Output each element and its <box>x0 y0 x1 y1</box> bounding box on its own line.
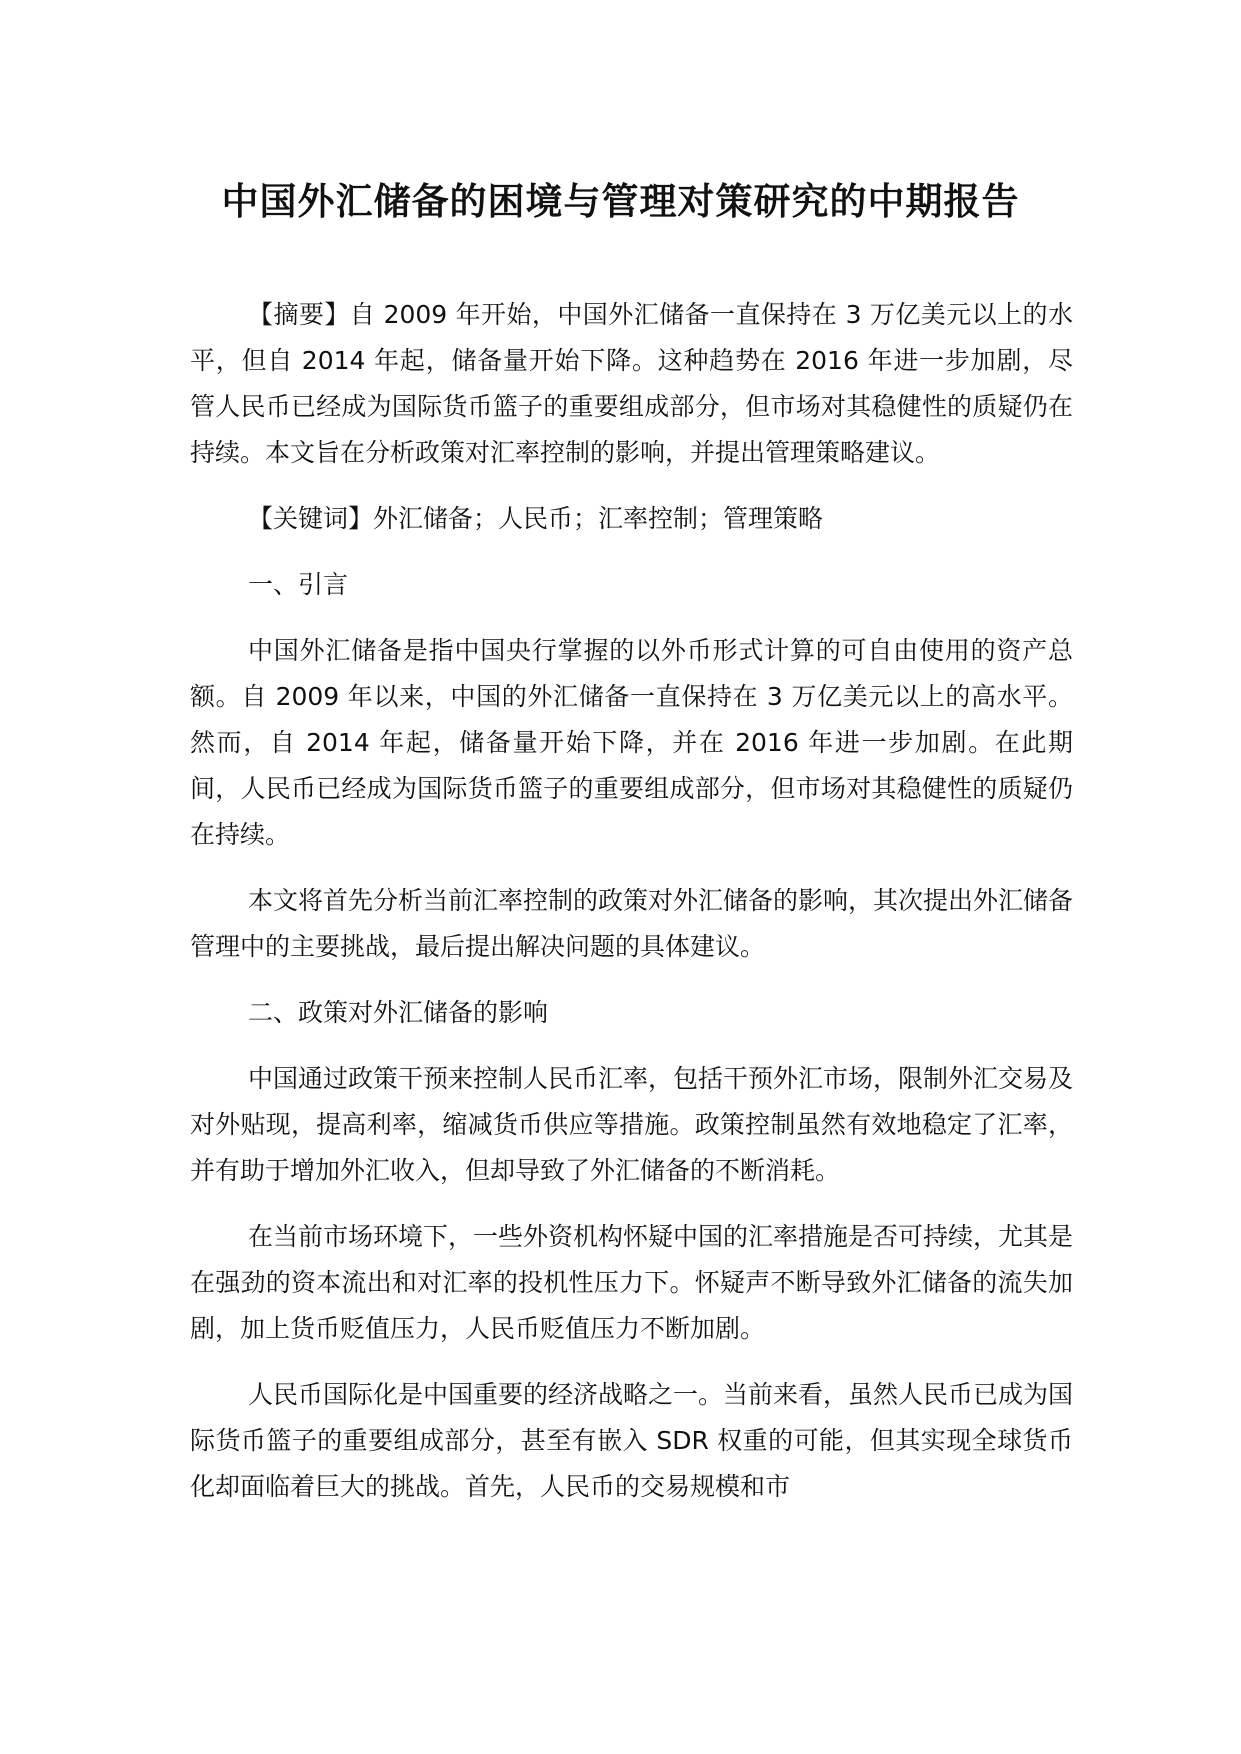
section-heading-policy-impact: 二、政策对外汇储备的影响 <box>248 998 549 1027</box>
document-body <box>190 292 1073 1530</box>
abstract-paragraph: 【摘要】自 2009 年开始，中国外汇储备一直保持在 3 万亿美元以上的水平，但自 2014 年起，储备量开始下降。这种趋势在 2016 年进一步加剧，尽管人民币已经成为国际货币篮子的重要组成部分，但市场对其稳健性的质疑仍在持续。本文旨在分析政策对汇率控制的影响，并提出管理策略建议。 <box>190 300 1073 467</box>
intro-paragraph-2: 本文将首先分析当前汇率控制的政策对外汇储备的影响，其次提出外汇储备管理中的主要挑战，最后提出解决问题的具体建议。 <box>190 886 1074 961</box>
intro-paragraph-1: 中国外汇储备是指中国央行掌握的以外币形式计算的可自由使用的资产总额。自 2009 年以来，中国的外汇储备一直保持在 3 万亿美元以上的高水平。然而，自 2014 年起，储备量开始下降，并在 2016 年进一步加剧。在此期间，人民币已经成为国际货币篮子的重要组成部分，但市场对其稳健性的质疑仍在持续。 <box>190 636 1073 849</box>
policy-paragraph-3: 人民币国际化是中国重要的经济战略之一。当前来看，虽然人民币已成为国际货币篮子的重要组成部分，甚至有嵌入 SDR 权重的可能，但其实现全球货币化却面临着巨大的挑战。首先，人民币的交易规模和市 <box>190 1380 1074 1501</box>
keywords-line: 【关键词】外汇储备；人民币；汇率控制；管理策略 <box>248 504 824 533</box>
section-heading-introduction: 一、引言 <box>248 570 349 599</box>
policy-paragraph-1: 中国通过政策干预来控制人民币汇率，包括干预外汇市场，限制外汇交易及对外贴现，提高利率，缩减货币供应等措施。政策控制虽然有效地稳定了汇率，并有助于增加外汇收入，但却导致了外汇储备的不断消耗。 <box>190 1064 1074 1185</box>
policy-paragraph-2: 在当前市场环境下，一些外资机构怀疑中国的汇率措施是否可持续，尤其是在强劲的资本流出和对汇率的投机性压力下。怀疑声不断导致外汇储备的流失加剧，加上货币贬值压力，人民币贬值压力不断加剧。 <box>190 1222 1074 1343</box>
document-title: 中国外汇储备的困境与管理对策研究的中期报告 <box>221 180 1020 223</box>
